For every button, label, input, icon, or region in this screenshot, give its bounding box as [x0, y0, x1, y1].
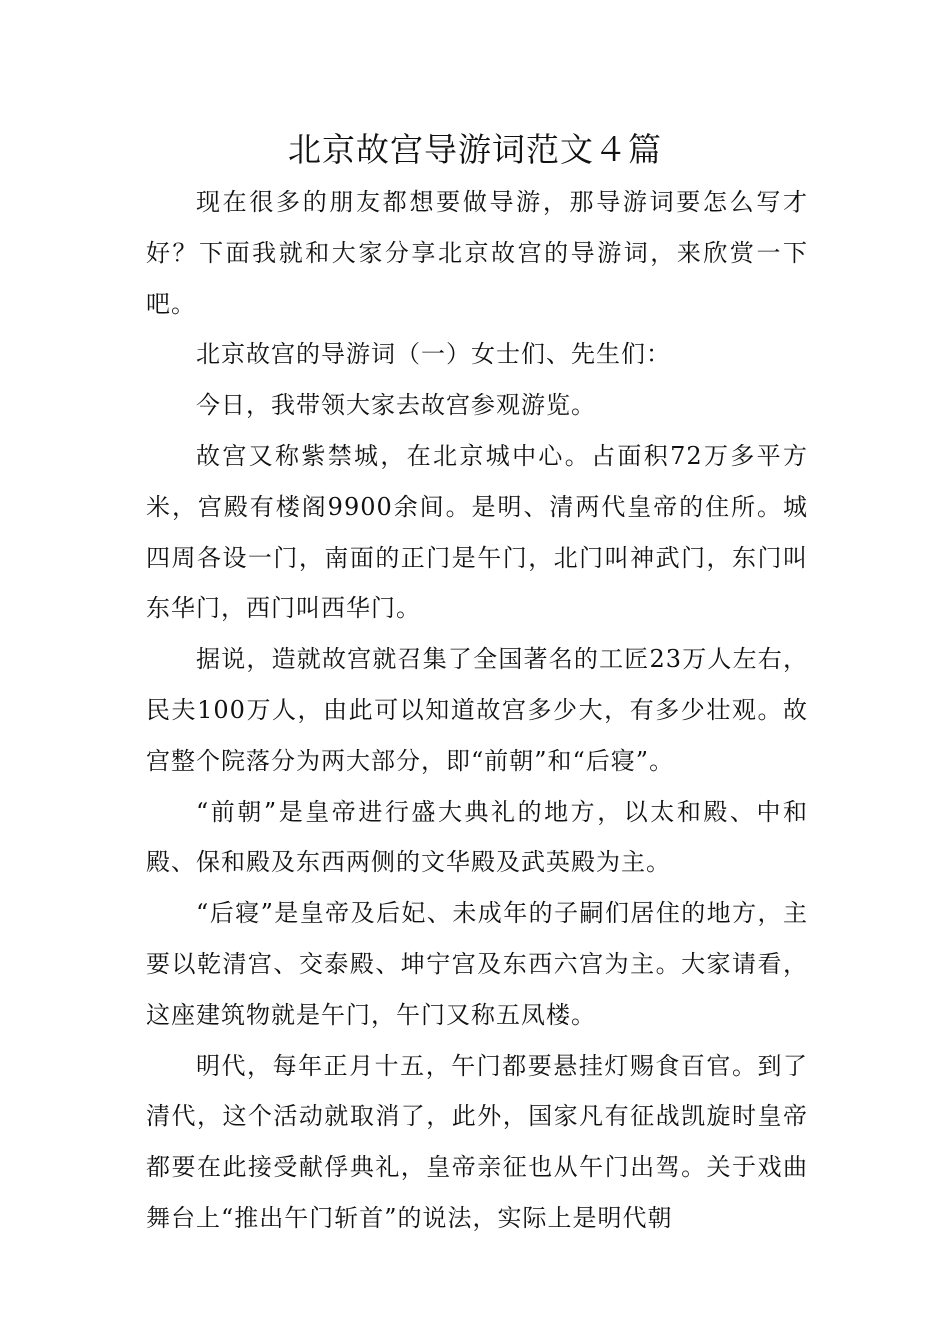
paragraph: 今日，我带领大家去故宫参观游览。 [196, 391, 596, 420]
paragraph: 据说，造就故宫就召集了全国著名的工匠23万人左右，民夫100万人，由此可以知道故宫多少大，有多少壮观。故宫整个院落分为两大部分，即“前朝”和“后寝”。 [146, 645, 808, 775]
document-body [146, 177, 808, 1244]
paragraph: 现在很多的朋友都想要做导游，那导游词要怎么写才好？下面我就和大家分享北京故宫的导游词，来欣赏一下吧。 [146, 188, 808, 318]
paragraph: 明代，每年正月十五，午门都要悬挂灯赐食百官。到了清代，这个活动就取消了，此外，国家凡有征战凯旋时皇帝都要在此接受献俘典礼，皇帝亲征也从午门出驾。关于戏曲舞台上“推出午门斩首”的说法，实际上是明代朝 [146, 1051, 808, 1232]
paragraph: 故宫又称紫禁城，在北京城中心。占面积72万多平方米，宫殿有楼阁9900余间。是明、清两代皇帝的住所。城四周各设一门，南面的正门是午门，北门叫神武门，东门叫东华门，西门叫西华门。 [146, 441, 808, 623]
paragraph: 北京故宫的导游词（一）女士们、先生们： [196, 340, 671, 369]
document-title: 北京故宫导游词范文４篇 [288, 130, 662, 169]
paragraph: “前朝”是皇帝进行盛大典礼的地方，以太和殿、中和殿、保和殿及东西两侧的文华殿及武英殿为主。 [146, 797, 808, 877]
paragraph: “后寝”是皇帝及后妃、未成年的子嗣们居住的地方，主要以乾清宫、交泰殿、坤宁宫及东西六宫为主。大家请看，这座建筑物就是午门，午门又称五凤楼。 [146, 899, 808, 1029]
